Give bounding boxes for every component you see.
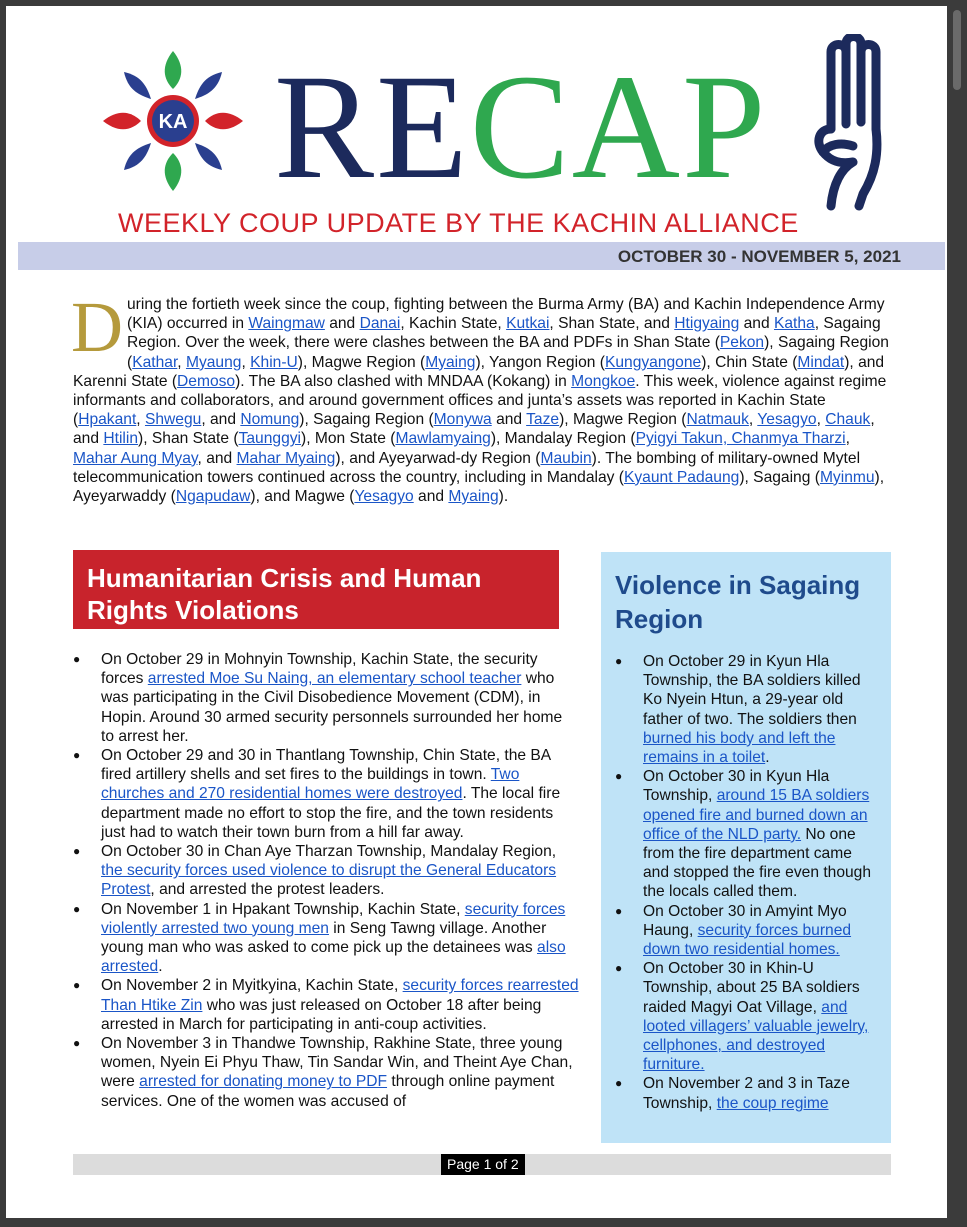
text-run: in Seng Tawng village. Another young man who was asked to come pick up the detainees was bbox=[101, 919, 547, 957]
inline-link[interactable]: Pekon bbox=[719, 334, 765, 352]
text-run: ), Ayeyarwaddy ( bbox=[73, 468, 885, 506]
text-run: On November 2 in Myitkyina, Kachin State, bbox=[101, 977, 403, 995]
inline-link[interactable]: Demoso bbox=[177, 372, 236, 390]
text-run: On October 29 in Kyun Hla Township, the BA soldiers killed Ko Nyein Htun, a 29-year old father of two. The soldiers then bbox=[643, 653, 861, 728]
text-run: ), Mon State ( bbox=[301, 430, 396, 448]
text-run: who was just released on October 18 after being arrested in March for participating in anti-coup activities. bbox=[101, 996, 542, 1033]
inline-link[interactable]: around 15 BA soldiers opened fire and burned down an office of the NLD party. bbox=[643, 787, 870, 843]
inline-link[interactable]: Mahar Aung Myay bbox=[73, 449, 198, 467]
text-run: On November 3 in Thandwe Township, Rakhine State, three young women, Nyein Ei Phyu Thaw, Tin Sandar Win, and Theint Aye Chan, were bbox=[101, 1035, 573, 1091]
intro-paragraph bbox=[71, 287, 895, 506]
inline-link[interactable]: Myaing bbox=[448, 488, 499, 506]
humanitarian-incident-list bbox=[73, 650, 579, 1111]
incident-item bbox=[73, 976, 579, 1034]
inline-link[interactable]: and looted villagers’ valuable jewelry, cellphones, and destroyed furniture. bbox=[643, 998, 869, 1074]
incident-item bbox=[73, 1034, 579, 1111]
inline-link[interactable]: Taze bbox=[526, 411, 560, 429]
inline-link[interactable]: Myaing bbox=[425, 353, 476, 371]
intro-text bbox=[71, 287, 889, 506]
text-run: through online payment services. One of the women was accused of bbox=[101, 1073, 555, 1110]
inline-link[interactable]: Danai bbox=[359, 315, 401, 333]
incident-item bbox=[73, 900, 579, 977]
text-run: . This week, violence against regime informants and collaborators, and around government offices and junta’s assets was reported in Kachin State ( bbox=[73, 372, 887, 429]
text-run: On October 29 and 30 in Thantlang Township, Chin State, the BA fired artillery shells and set fires to the buildings in town. bbox=[101, 747, 551, 784]
text-run: ), and Karenni State ( bbox=[73, 353, 885, 390]
text-run: ). The BA also clashed with MNDAA (Kokang) in bbox=[235, 372, 572, 390]
inline-link[interactable]: Mindat bbox=[797, 353, 845, 371]
inline-link[interactable]: Kyaunt Padaung bbox=[623, 468, 740, 486]
logo-initials: KA bbox=[158, 111, 188, 133]
text-run: and bbox=[739, 315, 774, 333]
text-run: On November 2 and 3 in Taze Township, bbox=[643, 1075, 850, 1112]
inline-link[interactable]: the security forces used violence to disrupt the General Educators Protest bbox=[101, 862, 557, 899]
inline-link[interactable]: Waingmaw bbox=[248, 315, 325, 333]
inline-link[interactable]: the coup regime bbox=[716, 1094, 829, 1112]
masthead-cap: CAP bbox=[469, 44, 768, 210]
newsletter-subtitle: WEEKLY COUP UPDATE BY THE KACHIN ALLIANCE bbox=[118, 208, 799, 238]
inline-link[interactable]: Pyigyi Takun, Chanmya Tharzi bbox=[635, 430, 846, 448]
text-run: and bbox=[491, 411, 527, 429]
inline-link[interactable]: Myinmu bbox=[819, 468, 875, 486]
text-run: , Shan State, and bbox=[549, 315, 675, 333]
text-run: ), and Magwe ( bbox=[250, 488, 355, 506]
text-run: ), Yangon Region ( bbox=[475, 353, 605, 371]
text-run: ), Shan State ( bbox=[138, 430, 239, 448]
inline-link[interactable]: Yesagyo bbox=[757, 411, 817, 429]
text-run: On October 30 in Kyun Hla Township, bbox=[643, 768, 830, 805]
text-run: ), Sagaing ( bbox=[739, 468, 820, 486]
drop-cap: D bbox=[71, 287, 123, 367]
text-run: , bbox=[816, 411, 826, 429]
inline-link[interactable]: Natmauk bbox=[686, 411, 749, 429]
text-run: , bbox=[136, 411, 145, 429]
document-page bbox=[6, 6, 947, 1218]
incident-item bbox=[73, 650, 579, 746]
text-run: , Kachin State, bbox=[400, 315, 507, 333]
sidebar-incident-item bbox=[615, 767, 877, 901]
text-run: , bbox=[748, 411, 758, 429]
inline-link[interactable]: security forces violently arrested two young men bbox=[101, 900, 566, 937]
sidebar-incident-item bbox=[615, 902, 877, 960]
inline-link[interactable]: Mahar Myaing bbox=[236, 449, 336, 467]
text-run: , and bbox=[197, 449, 237, 467]
text-run: ), Sagaing Region ( bbox=[299, 411, 434, 429]
sagaing-sidebar bbox=[601, 552, 891, 1143]
text-run: , bbox=[845, 430, 850, 448]
sidebar-incident-item bbox=[615, 1074, 877, 1112]
text-run: , and arrested the protest leaders. bbox=[150, 881, 385, 899]
inline-link[interactable]: Kathar bbox=[132, 353, 178, 371]
text-run: No one from the fire department came and stopped the fire even though the locals called them. bbox=[643, 825, 872, 901]
date-range: OCTOBER 30 - NOVEMBER 5, 2021 bbox=[617, 247, 901, 266]
text-run: ), Magwe Region ( bbox=[559, 411, 687, 429]
inline-link[interactable]: Kutkai bbox=[506, 315, 550, 333]
text-run: On October 30 in Chan Aye Tharzan Township, Mandalay Region, bbox=[101, 843, 557, 861]
text-run: uring the fortieth week since the coup, fighting between the Burma Army (BA) and Kachin Independence Army (KIA) occurred in bbox=[127, 296, 885, 333]
inline-link[interactable]: Taunggyi bbox=[238, 430, 301, 448]
inline-link[interactable]: Myaung bbox=[185, 353, 242, 371]
inline-link[interactable]: Kungyangone bbox=[604, 353, 702, 371]
inline-link[interactable]: Yesagyo bbox=[354, 488, 414, 506]
inline-link[interactable]: Khin-U bbox=[250, 353, 298, 371]
three-finger-salute-icon bbox=[801, 34, 911, 214]
text-run: On October 29 in Mohnyin Township, Kachin State, the security forces bbox=[101, 651, 538, 688]
kachin-alliance-logo bbox=[102, 50, 244, 192]
text-run: , and bbox=[201, 411, 241, 429]
page-number: Page 1 of 2 bbox=[441, 1154, 525, 1175]
inline-link[interactable]: security forces burned down two residential homes. bbox=[643, 921, 852, 959]
inline-link[interactable]: arrested Moe Su Naing, an elementary school teacher bbox=[147, 670, 522, 688]
text-run: ). bbox=[498, 488, 509, 506]
text-run: ), Magwe Region ( bbox=[297, 353, 426, 371]
text-run: , Sagaing Region. Over the week, there were clashes between the BA and PDFs in Shan State ( bbox=[127, 315, 881, 352]
text-run: . bbox=[158, 958, 163, 976]
incident-item bbox=[73, 746, 579, 842]
inline-link[interactable]: Htilin bbox=[103, 430, 139, 448]
viewer-scrollbar[interactable] bbox=[947, 0, 967, 1227]
humanitarian-section-heading: Humanitarian Crisis and Human Rights Violations bbox=[73, 550, 559, 629]
incident-item bbox=[73, 842, 579, 900]
sagaing-incident-list bbox=[615, 652, 877, 1113]
inline-link[interactable]: Monywa bbox=[433, 411, 492, 429]
inline-link[interactable]: arrested for donating money to PDF bbox=[139, 1073, 388, 1091]
text-run: On October 30 in Amyint Myo Haung, bbox=[643, 902, 847, 939]
text-run: . bbox=[765, 749, 770, 767]
text-run: On November 1 in Hpakant Township, Kachin State, bbox=[101, 900, 465, 918]
inline-link[interactable]: Ngapudaw bbox=[175, 488, 251, 506]
sidebar-incident-item bbox=[615, 652, 877, 767]
scrollbar-thumb[interactable] bbox=[953, 10, 961, 90]
masthead-title bbox=[274, 44, 768, 210]
inline-link[interactable]: security forces rearrested Than Htike Zin bbox=[101, 977, 579, 1014]
date-range-bar bbox=[18, 242, 945, 270]
inline-link[interactable]: burned his body and left the remains in a toilet bbox=[643, 729, 836, 767]
text-run: , and bbox=[73, 411, 875, 448]
text-run: and bbox=[413, 488, 449, 506]
inline-link[interactable]: Maubin bbox=[540, 449, 592, 467]
text-run: , bbox=[177, 353, 186, 371]
masthead-re: RE bbox=[274, 44, 470, 210]
inline-link[interactable]: Nomung bbox=[240, 411, 300, 429]
inline-link[interactable]: Hpakant bbox=[78, 411, 137, 429]
text-run: and bbox=[324, 315, 360, 333]
inline-link[interactable]: Mongkoe bbox=[571, 372, 636, 390]
inline-link[interactable]: Shwegu bbox=[144, 411, 202, 429]
text-run: , bbox=[241, 353, 251, 371]
inline-link[interactable]: Katha bbox=[773, 315, 815, 333]
text-run: ). The bombing of military-owned Mytel telecommunication towers continued across the country, including in Mandalay ( bbox=[73, 449, 861, 486]
sidebar-incident-item bbox=[615, 959, 877, 1074]
text-run: ), and Ayeyarwad-dy Region ( bbox=[335, 449, 541, 467]
inline-link[interactable]: also arrested bbox=[101, 939, 566, 976]
inline-link[interactable]: Chauk bbox=[825, 411, 871, 429]
text-run: ), Chin State ( bbox=[701, 353, 798, 371]
text-run: On October 30 in Khin-U Township, about 25 BA soldiers raided Magyi Oat Village, bbox=[643, 960, 860, 1016]
text-run: . The local fire department made no effort to stop the fire, and the town residents just had to watch their town burn from a hill far away. bbox=[101, 785, 561, 841]
text-run: ), Sagaing Region ( bbox=[127, 334, 889, 371]
inline-link[interactable]: Mawlamyaing bbox=[395, 430, 491, 448]
text-run: ), Mandalay Region ( bbox=[490, 430, 636, 448]
inline-link[interactable]: Htigyaing bbox=[674, 315, 740, 333]
inline-link[interactable]: Two churches and 270 residential homes were destroyed bbox=[101, 766, 520, 803]
text-run: who was participating in the Civil Disobedience Movement (CDM), in Hopin. Around 30 armed security personnels surrounded her home to arrest her. bbox=[101, 670, 563, 745]
sidebar-heading: Violence in Sagaing Region bbox=[615, 570, 861, 634]
